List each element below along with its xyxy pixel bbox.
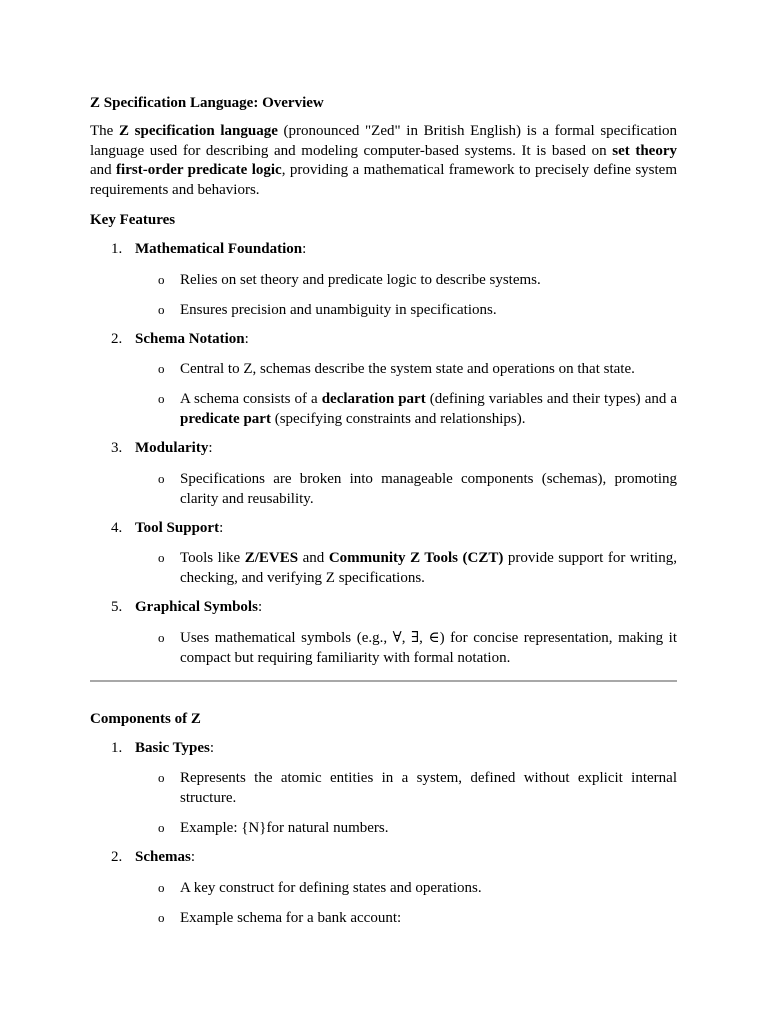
bullet-marker: o [158,301,165,317]
feature-item [90,598,677,668]
bullet-text: Example: {N}for natural numbers. [180,820,389,836]
key-features-list [90,240,677,668]
feature-label: Tool Support [135,519,220,536]
bullet-text: (specifying constraints and relationships). [270,411,526,427]
bullet-marker: o [158,271,165,287]
intro-bold-term: set theory [612,142,677,159]
bullet-list [135,359,677,429]
intro-text: , providing a mathematical framework to precisely define system requirements and behaviors. [90,162,677,198]
components-list [90,739,677,928]
list-number: 2. [111,849,123,865]
bullet-text: and [298,550,329,566]
bullet-item [135,768,677,808]
bullet-list [135,768,677,838]
bullet-bold-term: predicate part [180,411,271,427]
bullet-marker: o [158,770,165,785]
bullet-item [135,270,677,290]
feature-colon: : [257,599,263,615]
bullet-marker: o [158,470,165,486]
intro-paragraph [90,122,677,200]
bullet-text: Example schema for a bank account: [180,909,402,926]
bullet-text: Relies on set theory and predicate logic to describe systems. [180,271,541,288]
intro-text: (pronounced "Zed" in British English) is a formal specification language used for describing and modeling computer-based systems. It is based on [90,123,677,159]
page-title: Z Specification Language: Overview [90,95,324,111]
horizontal-divider [90,680,677,682]
bullet-marker: o [158,391,165,406]
feature-item [90,519,677,589]
component-label: Basic Types [135,739,210,756]
bullet-item [135,469,677,509]
bullet-text: A schema consists of a [180,391,322,407]
feature-item [90,439,677,509]
bullet-text: A key construct for defining states and operations. [180,879,482,896]
feature-label: Mathematical Foundation [135,241,303,257]
feature-item [90,330,677,430]
component-item [90,739,677,839]
component-colon: : [209,739,215,756]
list-number: 1. [111,739,123,756]
bullet-marker: o [158,820,165,835]
document-content [90,93,677,928]
bullet-list [135,270,677,320]
intro-text: The [90,123,119,139]
bullet-list [135,469,677,509]
feature-colon: : [219,519,224,536]
bullet-text: Tools like [180,550,245,566]
component-item [90,848,677,928]
intro-bold-term: first-order predicate logic [116,162,282,178]
bullet-text: Ensures precision and unambiguity in specifications. [180,301,497,318]
bullet-item [135,359,677,379]
bullet-marker: o [158,909,165,925]
intro-bold-term: Z specification language [119,123,278,139]
bullet-text: Central to Z, schemas describe the system state and operations on that state. [180,361,635,377]
bullet-text: provide support for writing, checking, and verifying Z specifications. [180,550,677,586]
bullet-bold-term: Z/EVES [244,550,299,566]
bullet-text: Specifications are broken into manageable components (schemas), promoting clarity and reusability. [180,470,677,507]
bullet-item [135,818,677,838]
list-number: 1. [111,241,123,257]
component-colon: : [190,849,196,865]
bullet-item [135,548,677,588]
list-number: 5. [111,599,123,615]
bullet-item [135,300,677,320]
bullet-bold-term: declaration part [321,391,426,407]
section-heading-key-features: Key Features [90,212,176,228]
feature-item [90,240,677,320]
list-number: 3. [111,440,123,456]
section-heading-components: Components of Z [90,710,201,727]
bullet-item [135,908,677,928]
feature-colon: : [302,241,307,257]
list-number: 4. [111,519,123,536]
feature-colon: : [244,330,249,347]
bullet-list [135,878,677,928]
feature-colon: : [208,440,213,456]
bullet-item [135,389,677,429]
intro-text: and [90,162,117,178]
bullet-bold-term: Community Z Tools (CZT) [328,550,504,566]
bullet-text: Uses mathematical symbols (e.g., ∀, ∃, ∈) for concise representation, making it compact but requiring familiarity with formal notation. [180,629,677,666]
bullet-list [135,628,677,668]
list-number: 2. [111,330,123,347]
bullet-text: Represents the atomic entities in a system, defined without explicit internal structure. [180,770,677,806]
bullet-marker: o [158,361,165,376]
component-label: Schemas [135,849,191,865]
bullet-item [135,628,677,668]
bullet-marker: o [158,629,165,645]
bullet-list [135,548,677,588]
feature-label: Schema Notation [135,330,245,347]
bullet-marker: o [158,550,165,565]
bullet-marker: o [158,879,165,895]
feature-label: Modularity [135,440,209,456]
bullet-item [135,878,677,898]
bullet-text: (defining variables and their types) and a [425,391,678,407]
feature-label: Graphical Symbols [135,599,258,615]
